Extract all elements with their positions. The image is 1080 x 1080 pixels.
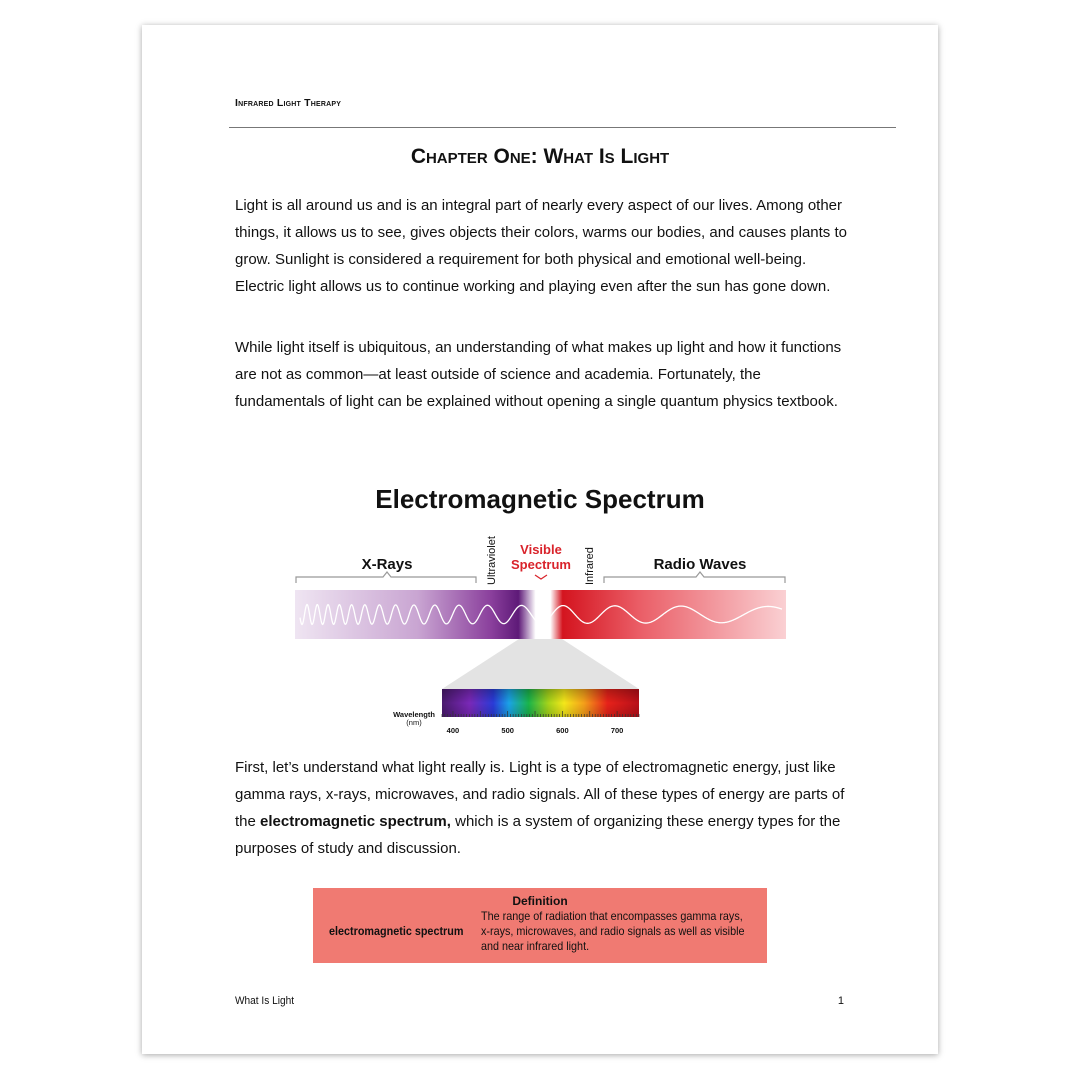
zoom-projection xyxy=(442,639,639,689)
paragraph-em-spectrum: First, let’s understand what light really is. Light is a type of electromagnetic energy, just like gamma rays, x-rays, microwaves, and radio signals. All of these types of energy are parts of the electromagnetic spectrum, which is a system of organizing these energy types for the purposes of study and discussion. xyxy=(235,759,845,857)
paragraph-ubiquitous: While light itself is ubiquitous, an understanding of what makes up light and how it functions are not as common—at least outside of science and academia. Fortunately, the fundamentals of light can be explained without opening a single quantum physics textbook. xyxy=(235,339,842,410)
visible-pointer xyxy=(535,575,547,579)
paragraph-intro: Light is all around us and is an integral part of nearly every aspect of our lives. Among other things, it allows us to see, gives objects their colors, warms our bodies, and causes plants to grow. Sunlight is considered a requirement for both physical and emotional well-being. Electric light allows us to continue working and playing even after the sun has gone down. xyxy=(235,197,847,295)
wavelength-tick-label: 700 xyxy=(610,726,624,735)
definition-box xyxy=(313,888,767,963)
definition-text: The range of radiation that encompasses gamma rays, x-rays, microwaves, and radio signals as well as visible and near infrared light. xyxy=(481,909,745,953)
label-x-rays: X-Rays xyxy=(361,556,413,573)
wavelength-label: Wavelength xyxy=(393,710,435,719)
wavelength-tick-label: 400 xyxy=(446,726,460,735)
wavelength-tick-label: 500 xyxy=(501,726,514,735)
wavelength-tick-label: 600 xyxy=(556,726,569,735)
radio-bracket xyxy=(604,572,785,583)
label-visible-line2: Spectrum xyxy=(511,557,571,572)
definition-heading: Definition xyxy=(512,894,568,908)
label-radio-waves: Radio Waves xyxy=(653,556,747,573)
definition-term: electromagnetic spectrum xyxy=(329,924,464,938)
label-ultraviolet: Ultraviolet xyxy=(486,536,498,585)
chapter-title: Chapter One: What Is Light xyxy=(410,145,670,168)
page-number: 1 xyxy=(837,995,844,1007)
em-spectrum-term: electromagnetic spectrum, xyxy=(260,813,451,830)
wavelength-unit: (nm) xyxy=(406,718,422,727)
document-page xyxy=(142,25,938,1054)
figure-title: Electromagnetic Spectrum xyxy=(375,484,705,514)
xrays-bracket xyxy=(296,572,476,583)
wavelength-tick-labels xyxy=(447,726,624,735)
label-visible-line1: Visible xyxy=(520,542,562,557)
running-header: Infrared Light Therapy xyxy=(235,97,342,109)
header-rule xyxy=(229,127,896,128)
label-infrared: Infrared xyxy=(584,547,596,585)
footer-section: What Is Light xyxy=(235,995,295,1007)
electromagnetic-spectrum-figure xyxy=(142,455,938,745)
